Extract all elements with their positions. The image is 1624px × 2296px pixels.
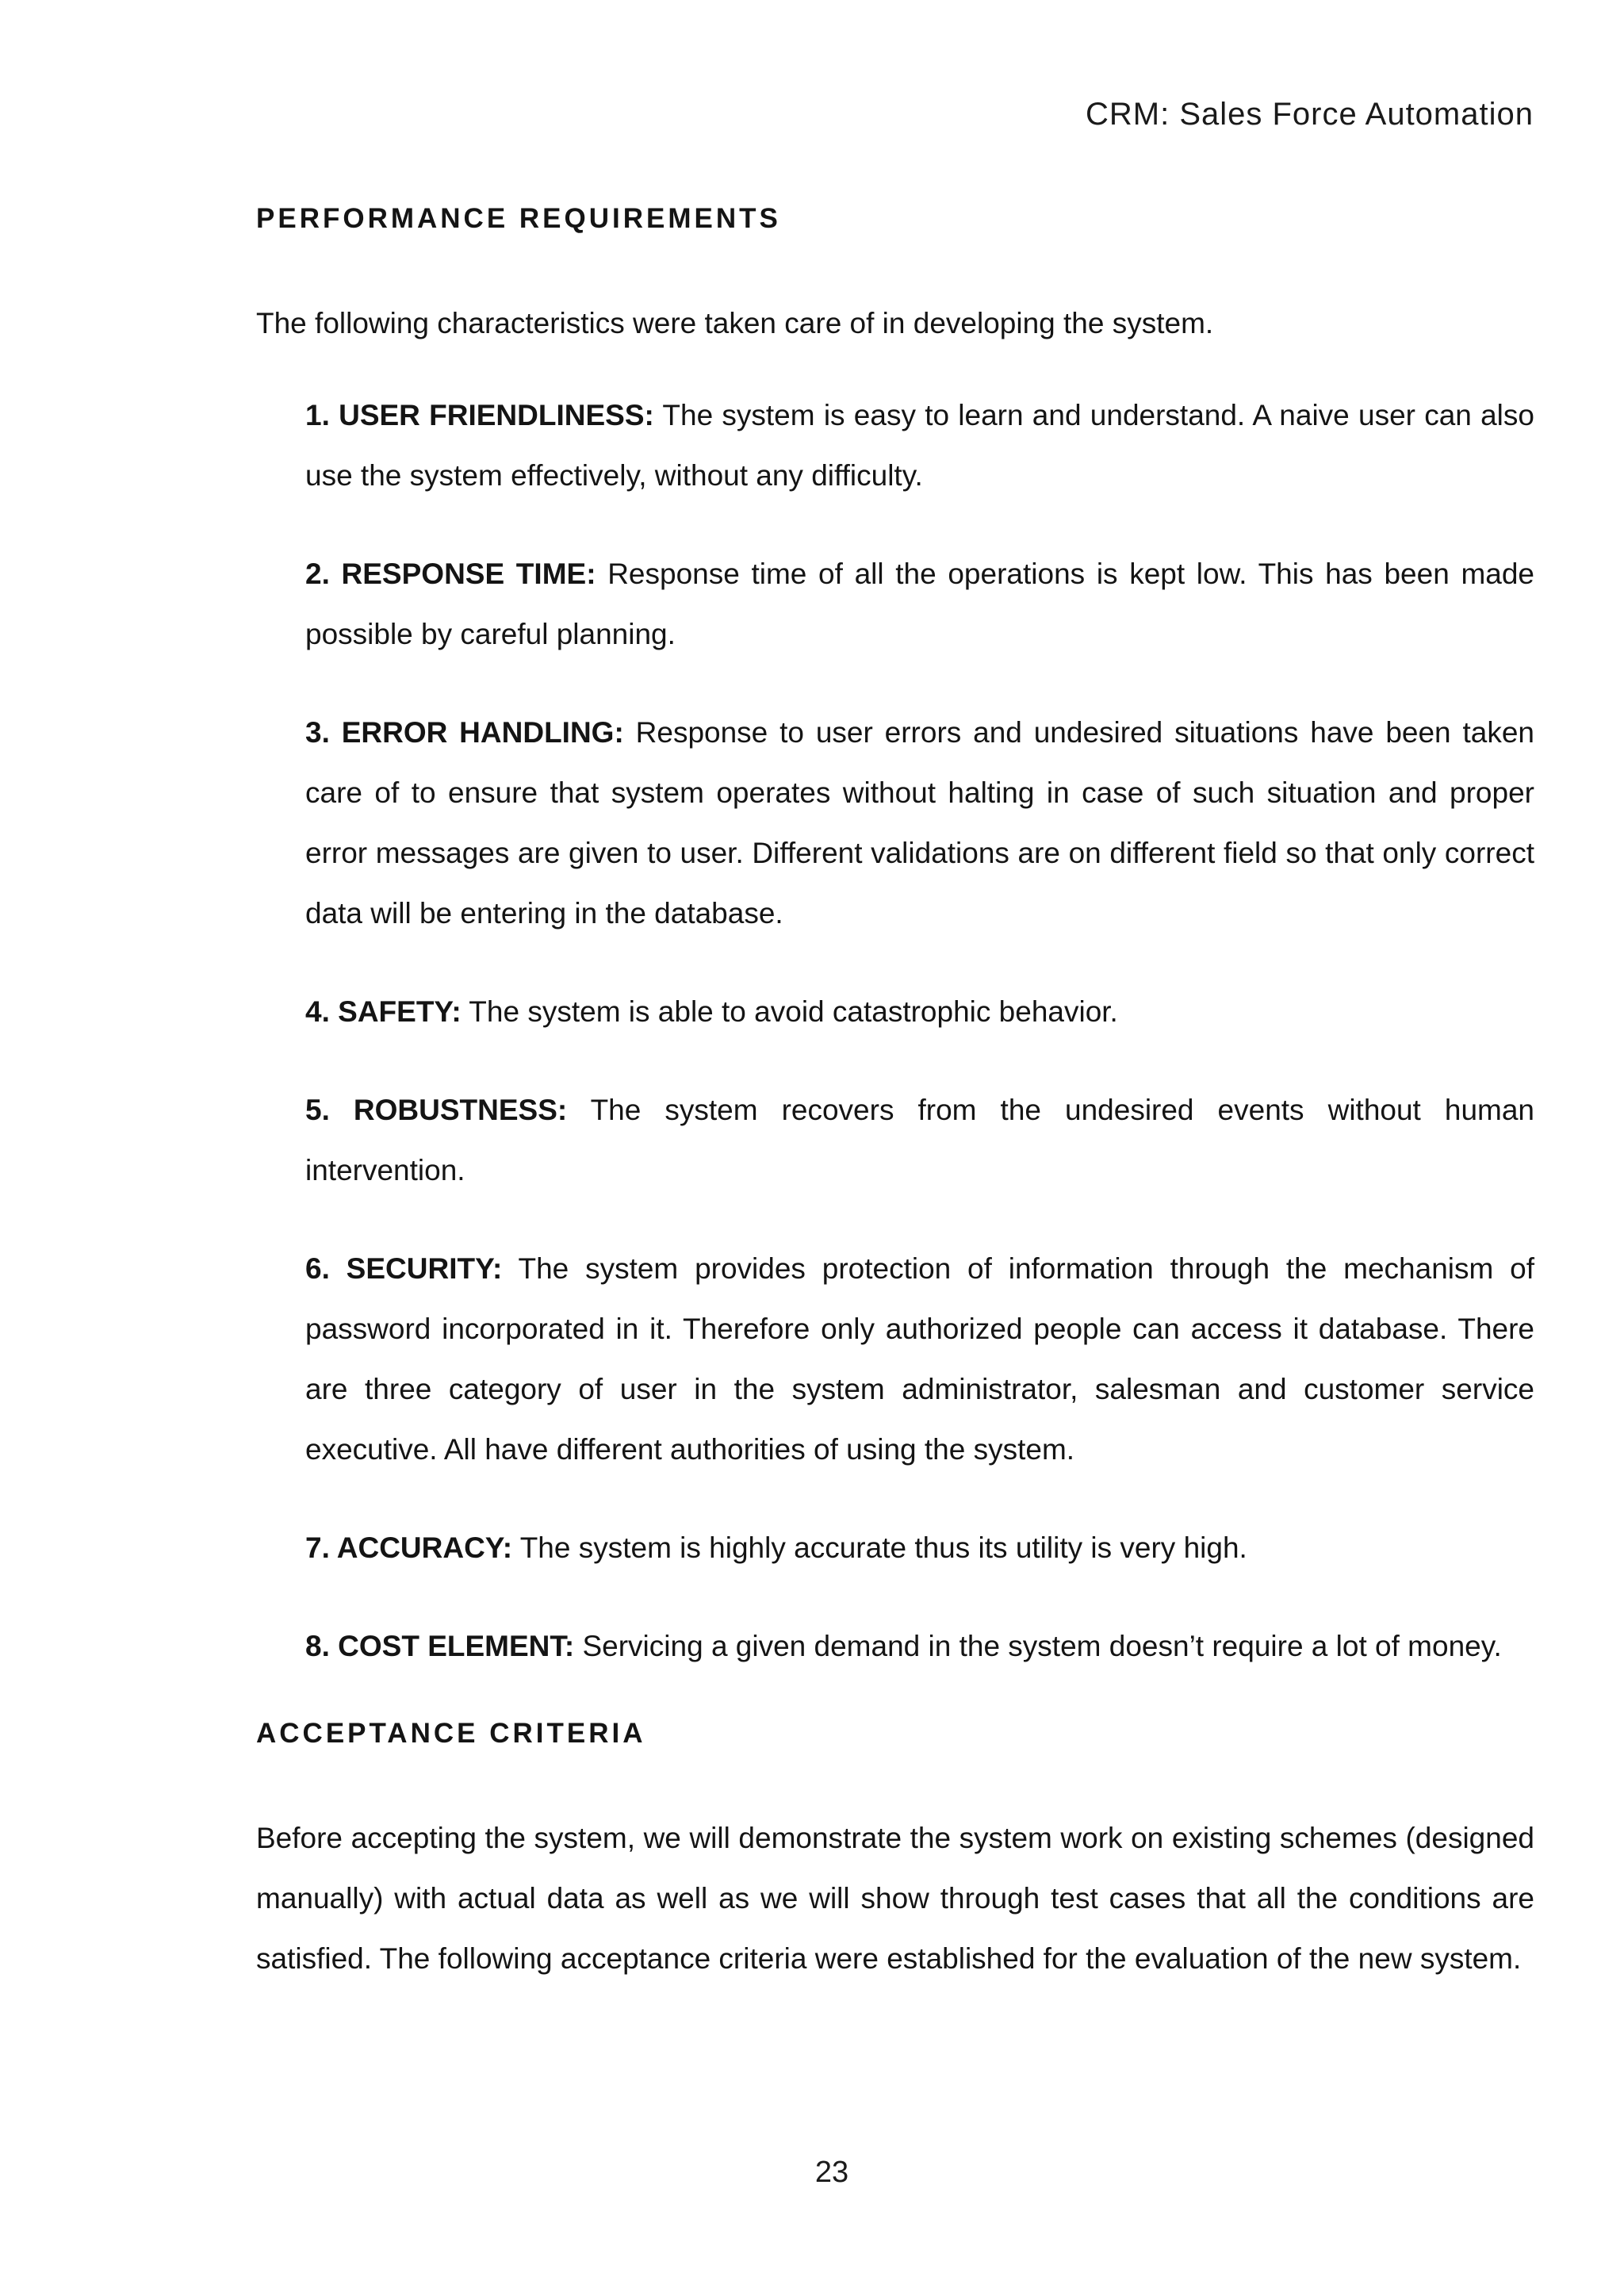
acceptance-paragraph: Before accepting the system, we will demonstrate the system work on existing schemes (designed manually) with actual data as well as we will show through test cases that all the conditions are satisfied. The following acceptance criteria were established for the evaluation of the new system. (256, 1822, 1534, 1975)
item-label: 5. ROBUSTNESS: (305, 1094, 568, 1126)
item-text: The system recovers from the undesired events without human intervention. (305, 1094, 1534, 1186)
page-number: 23 (814, 2156, 849, 2189)
section-heading-performance: PERFORMANCE REQUIREMENTS (256, 203, 781, 234)
item-text: Response time of all the operations is kept low. This has been made possible by careful planning. (305, 558, 1534, 650)
page-content (256, 200, 1534, 1989)
section-heading-acceptance: ACCEPTANCE CRITERIA (256, 1718, 646, 1749)
item-text: The system is easy to learn and understand. A naive user can also use the system effectively, without any difficulty. (305, 399, 1534, 492)
item-label: 6. SECURITY: (305, 1252, 503, 1285)
running-header: CRM: Sales Force Automation (1086, 97, 1534, 132)
list-item-safety (305, 982, 1534, 1042)
performance-intro: The following characteristics were taken care of in developing the system. (256, 307, 1214, 339)
list-item-accuracy (305, 1518, 1534, 1578)
item-label: 8. COST ELEMENT: (305, 1630, 575, 1662)
item-text: Servicing a given demand in the system doesn’t require a lot of money. (582, 1630, 1502, 1662)
item-text: The system provides protection of information through the mechanism of password incorporated in it. Therefore only authorized people can access it database. There are three category of user in the system administrator, salesman and customer service executive. All have different authorities of using the system. (305, 1252, 1534, 1466)
list-item-robustness (305, 1080, 1534, 1201)
item-text: The system is highly accurate thus its utility is very high. (519, 1531, 1247, 1564)
list-item-response-time (305, 544, 1534, 665)
item-label: 3. ERROR HANDLING: (305, 716, 624, 749)
list-item-security (305, 1239, 1534, 1480)
item-label: 1. USER FRIENDLINESS: (305, 399, 654, 431)
list-item-cost-element (305, 1616, 1534, 1677)
item-text: The system is able to avoid catastrophic behavior. (469, 995, 1118, 1028)
list-item-error-handling (305, 703, 1534, 944)
item-label: 4. SAFETY: (305, 995, 462, 1028)
item-label: 2. RESPONSE TIME: (305, 558, 596, 590)
performance-list (305, 385, 1534, 1677)
item-label: 7. ACCURACY: (305, 1531, 513, 1564)
list-item-user-friendliness (305, 385, 1534, 506)
item-text: Response to user errors and undesired situations have been taken care of to ensure that system operates without halting in case of such situation and proper error messages are given to user. Different validations are on different field so that only correct data will be entering in the database. (305, 716, 1535, 930)
